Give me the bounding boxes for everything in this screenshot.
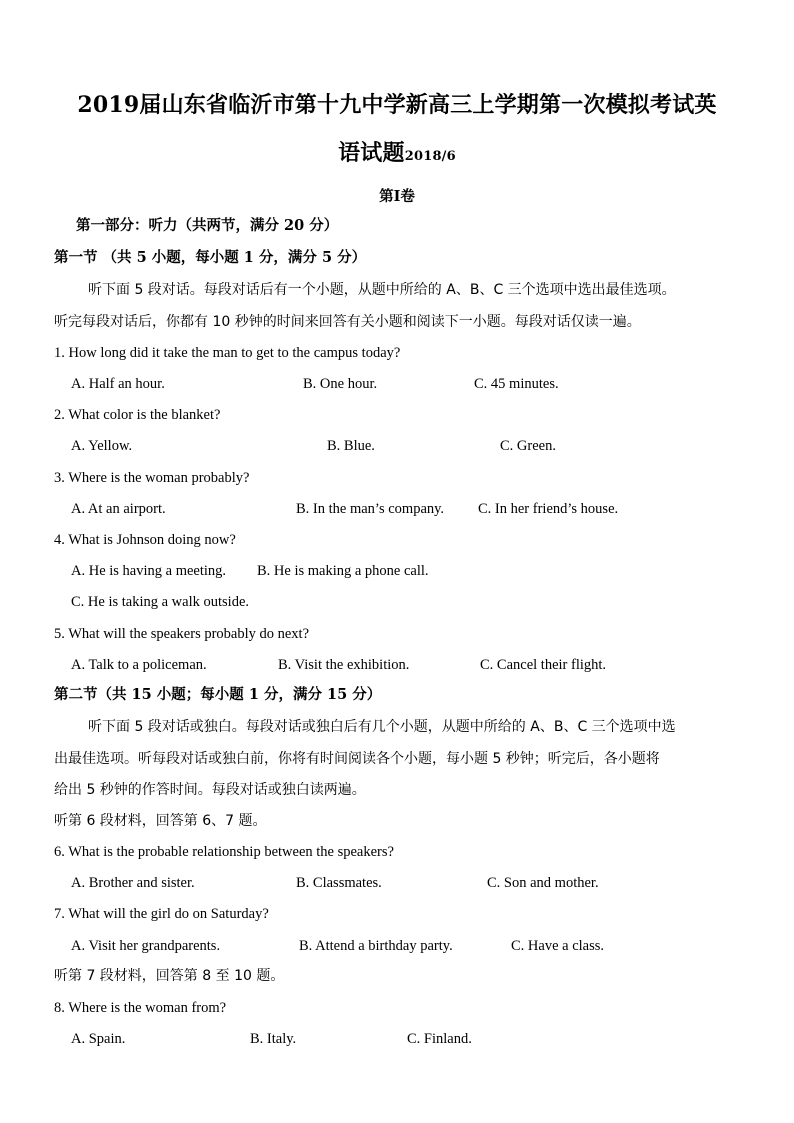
q6-option-b: B. Classmates. <box>296 875 382 891</box>
section2-instructions-2: 出最佳选项。听每段对话或独白前，你将有时间阅读各个小题，每小题 5 秒钟；听完后，各小题将 <box>54 751 660 767</box>
section1-instructions-1: 听下面 5 段对话。每段对话后有一个小题，从题中所给的 A、B、C 三个选项中选出最佳选项。 <box>88 282 676 298</box>
q5-option-c: C. Cancel their flight. <box>480 657 607 673</box>
question-5: 5. What will the speakers probably do next? <box>54 626 310 642</box>
section2-heading: 第二节（共 15 小题；每小题 1 分，满分 15 分） <box>54 686 382 703</box>
volume-label: 第I卷 <box>379 188 415 205</box>
q5-option-b: B. Visit the exhibition. <box>278 657 410 673</box>
q6-option-a: A. Brother and sister. <box>71 875 195 891</box>
part1-heading: 第一部分：听力（共两节，满分 20 分） <box>76 217 339 234</box>
question-7: 7. What will the girl do on Saturday? <box>54 906 269 922</box>
question-1: 1. How long did it take the man to get to the campus today? <box>54 345 401 361</box>
q7-option-a: A. Visit her grandparents. <box>71 938 221 954</box>
q8-option-c: C. Finland. <box>407 1031 472 1047</box>
question-3: 3. Where is the woman probably? <box>54 470 250 486</box>
exam-date: 2018/6 <box>404 149 456 164</box>
q2-option-c: C. Green. <box>500 438 556 454</box>
section2-instructions-3: 给出 5 秒钟的作答时间。每段对话或独白读两遍。 <box>54 782 366 798</box>
section1-heading: 第一节 （共 5 小题，每小题 1 分，满分 5 分） <box>54 249 367 266</box>
q7-option-c: C. Have a class. <box>511 938 605 954</box>
exam-title-line2 <box>0 136 794 167</box>
q3-option-b: B. In the man’s company. <box>296 501 445 517</box>
material-7-label: 听第 7 段材料，回答第 8 至 10 题。 <box>54 968 285 984</box>
q4-option-a: A. He is having a meeting. <box>71 563 227 579</box>
q8-option-a: A. Spain. <box>71 1031 126 1047</box>
q1-option-a: A. Half an hour. <box>71 376 165 392</box>
q3-option-c: C. In her friend’s house. <box>478 501 619 517</box>
q4-option-b: B. He is making a phone call. <box>257 563 429 579</box>
q8-option-b: B. Italy. <box>250 1031 297 1047</box>
q4-option-c: C. He is taking a walk outside. <box>71 594 250 610</box>
q1-option-c: C. 45 minutes. <box>474 376 559 392</box>
q2-option-b: B. Blue. <box>327 438 375 454</box>
question-2: 2. What color is the blanket? <box>54 407 221 423</box>
q6-option-c: C. Son and mother. <box>487 875 599 891</box>
q5-option-a: A. Talk to a policeman. <box>71 657 207 673</box>
q1-option-b: B. One hour. <box>303 376 378 392</box>
q2-option-a: A. Yellow. <box>71 438 133 454</box>
question-8: 8. Where is the woman from? <box>54 1000 227 1016</box>
exam-title-subject: 语试题 <box>338 140 405 166</box>
material-6-label: 听第 6 段材料，回答第 6、7 题。 <box>54 813 267 829</box>
section2-instructions-1: 听下面 5 段对话或独白。每段对话或独白后有几个小题，从题中所给的 A、B、C 三个选项中选 <box>88 719 676 735</box>
question-6: 6. What is the probable relationship between the speakers? <box>54 844 394 860</box>
section1-instructions-2: 听完每段对话后，你都有 10 秒钟的时间来回答有关小题和阅读下一小题。每段对话仅读一遍。 <box>54 314 641 330</box>
q3-option-a: A. At an airport. <box>71 501 166 517</box>
exam-title-line1: 2019届山东省临沂市第十九中学新高三上学期第一次模拟考试英 <box>77 92 717 118</box>
question-4: 4. What is Johnson doing now? <box>54 532 236 548</box>
q7-option-b: B. Attend a birthday party. <box>299 938 453 954</box>
